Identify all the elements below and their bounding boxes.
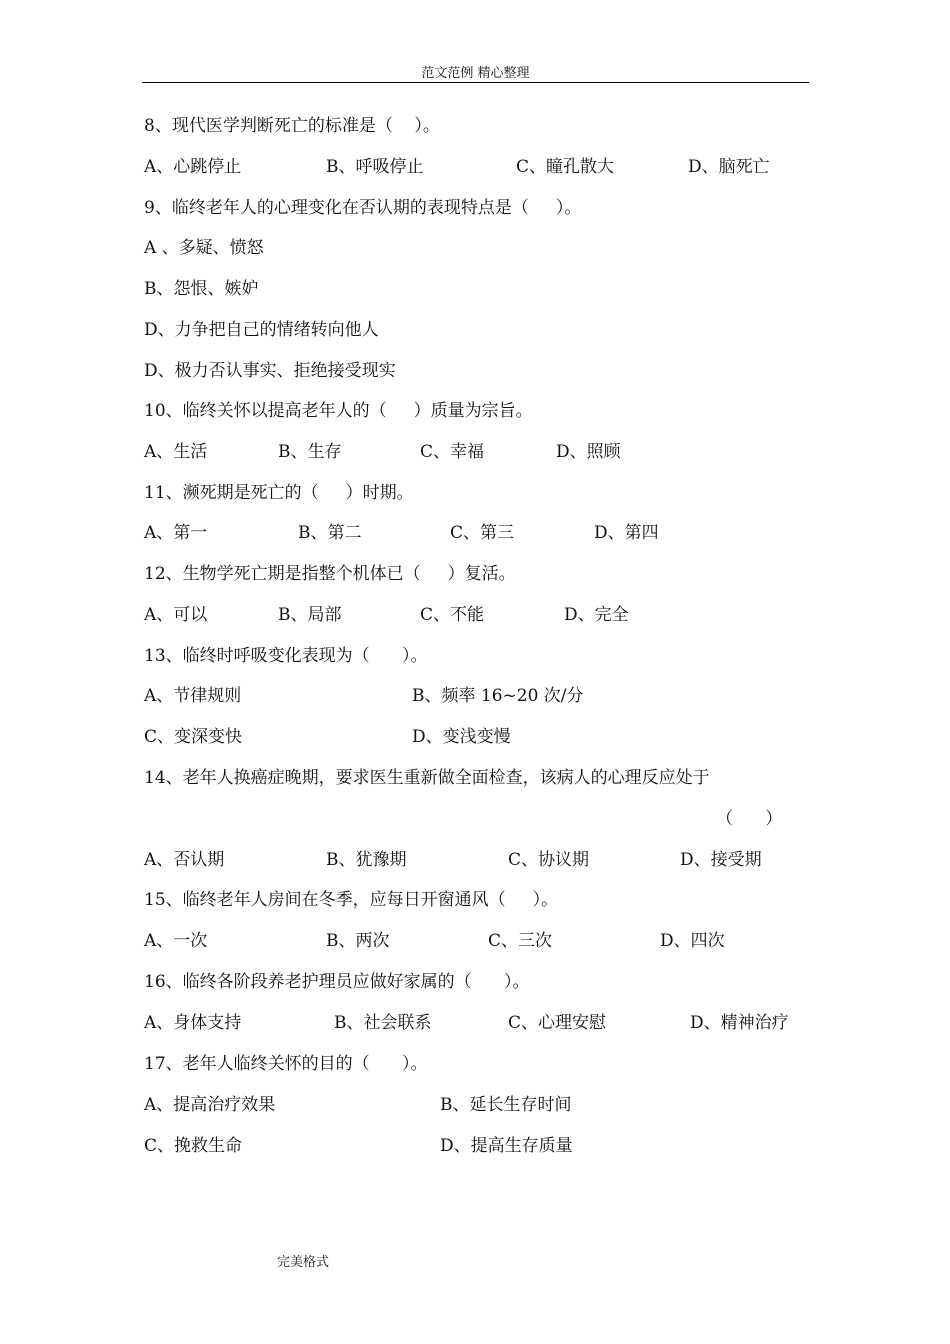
question-stem: 9、临终老年人的心理变化在否认期的表现特点是（ ）。 <box>144 198 582 218</box>
option-c: C、瞳孔散大 <box>516 157 615 177</box>
page-footer: 完美格式 <box>277 1255 330 1270</box>
option-b: B、犹豫期 <box>326 850 407 870</box>
option-d: D、完全 <box>564 605 629 625</box>
option-a: A、否认期 <box>144 850 225 870</box>
option-d: D、精神治疗 <box>690 1013 789 1033</box>
option-d: D、变浅变慢 <box>412 727 511 747</box>
option-a: A、心跳停止 <box>144 157 242 177</box>
option-d: D、照顾 <box>556 442 621 462</box>
option-d: D、第四 <box>594 523 659 543</box>
page-header: 范文范例 精心整理 <box>421 66 530 81</box>
option-d: D、提高生存质量 <box>440 1136 573 1156</box>
option-b: B、生存 <box>278 442 342 462</box>
option-a: A、身体支持 <box>144 1013 242 1033</box>
question-stem: 11、濒死期是死亡的（ ）时期。 <box>144 483 414 503</box>
option-d: D、四次 <box>660 931 725 951</box>
option-b: B、第二 <box>298 523 362 543</box>
option-b: B、呼吸停止 <box>326 157 424 177</box>
option-a: A、一次 <box>144 931 208 951</box>
option-b: B、延长生存时间 <box>440 1095 572 1115</box>
option-c: C、心理安慰 <box>508 1013 607 1033</box>
option-b: B、社会联系 <box>334 1013 432 1033</box>
option-c: C、协议期 <box>508 850 590 870</box>
question-stem: 13、临终时呼吸变化表现为（ ）。 <box>144 646 428 666</box>
option-line: A 、多疑、愤怒 <box>144 238 264 258</box>
question-stem: 17、老年人临终关怀的目的（ ）。 <box>144 1054 428 1074</box>
option-a: A、第一 <box>144 523 208 543</box>
option-a: A、节律规则 <box>144 686 242 706</box>
question-stem: 10、临终关怀以提高老年人的（ ）质量为宗旨。 <box>144 401 533 421</box>
option-a: A、提高治疗效果 <box>144 1095 276 1115</box>
option-c: C、三次 <box>488 931 553 951</box>
option-c: C、幸福 <box>420 442 485 462</box>
question-stem: 16、临终各阶段养老护理员应做好家属的（ ）。 <box>144 972 530 992</box>
option-line: D、力争把自己的情绪转向他人 <box>144 320 379 340</box>
header-rule <box>142 82 809 83</box>
option-a: A、可以 <box>144 605 208 625</box>
option-b: B、频率 16~20 次/分 <box>412 686 584 706</box>
option-b: B、两次 <box>326 931 390 951</box>
option-c: C、不能 <box>420 605 485 625</box>
option-a: A、生活 <box>144 442 208 462</box>
question-stem: 15、临终老年人房间在冬季，应每日开窗通风（ ）。 <box>144 890 559 910</box>
option-line: D、极力否认事实、拒绝接受现实 <box>144 361 396 381</box>
question-stem: 12、生物学死亡期是指整个机体已（ ）复活。 <box>144 564 516 584</box>
option-d: D、接受期 <box>680 850 762 870</box>
answer-blank: （ ） <box>716 809 783 829</box>
option-b: B、局部 <box>278 605 342 625</box>
question-stem: 14、老年人换癌症晚期，要求医生重新做全面检查，该病人的心理反应处于 <box>144 768 710 788</box>
option-c: C、挽救生命 <box>144 1136 243 1156</box>
option-line: B、怨恨、嫉妒 <box>144 279 259 299</box>
option-c: C、第三 <box>450 523 515 543</box>
question-stem: 8、现代医学判断死亡的标准是（ ）。 <box>144 116 440 136</box>
option-d: D、脑死亡 <box>688 157 770 177</box>
option-c: C、变深变快 <box>144 727 243 747</box>
